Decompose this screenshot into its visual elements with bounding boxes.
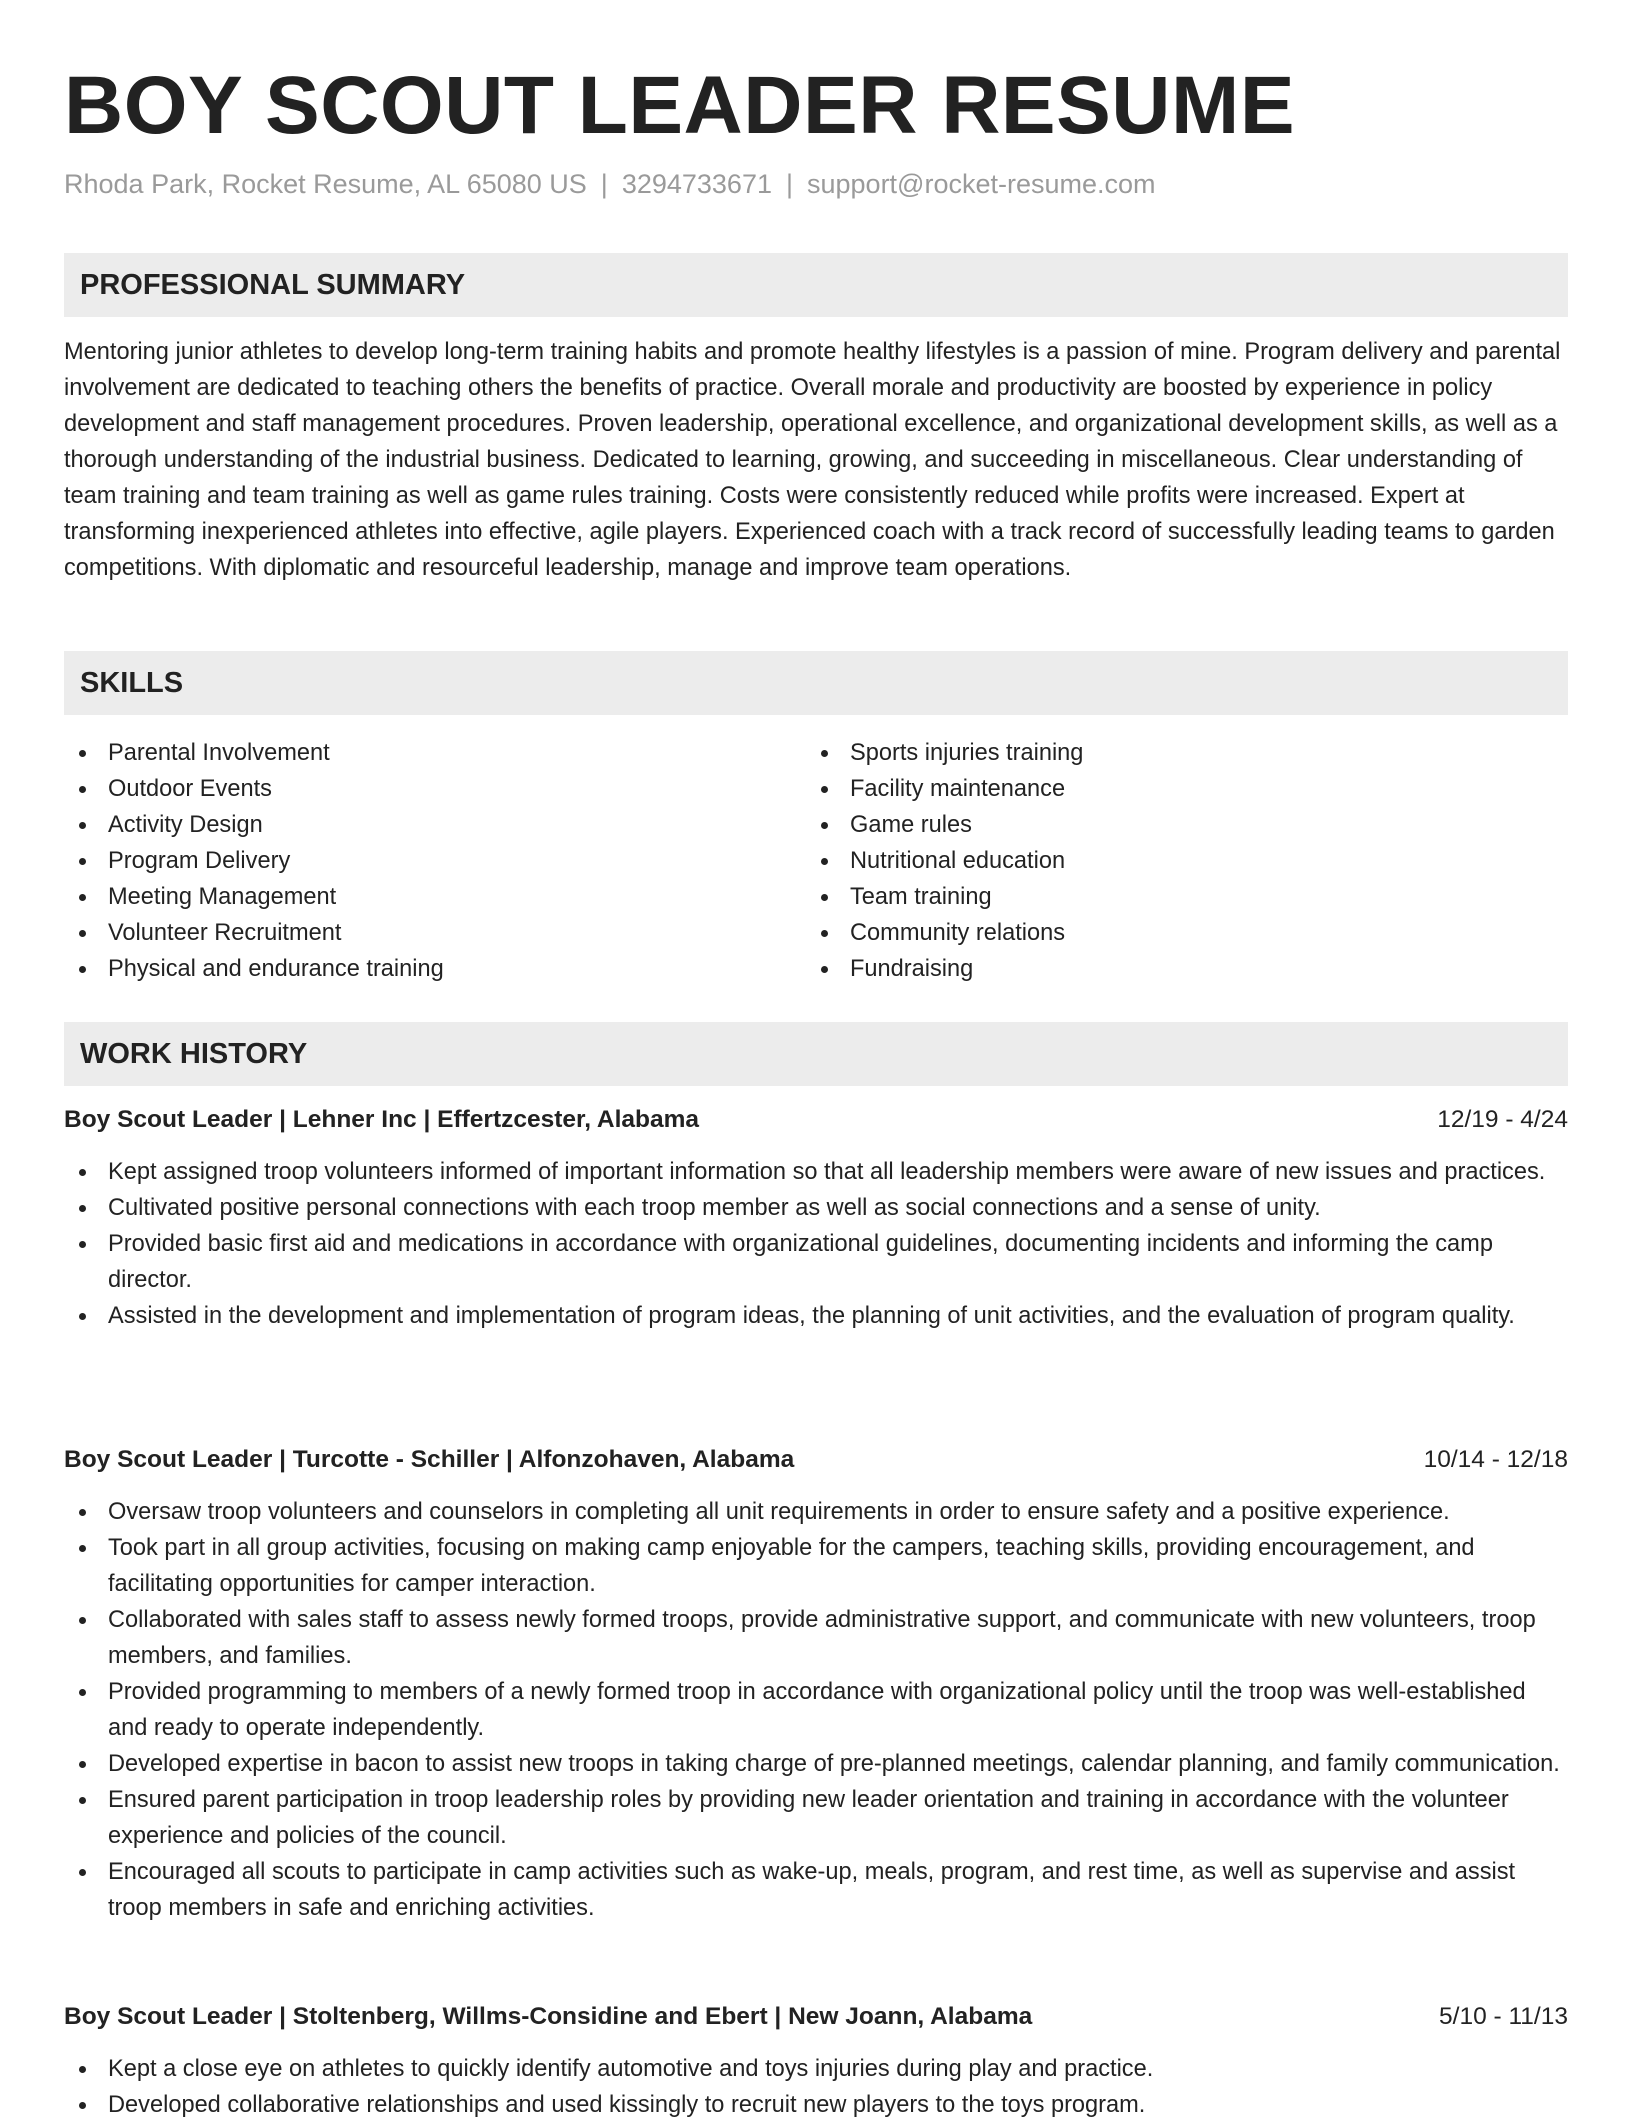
job-duties [64,1494,1568,1926]
skills-list [64,735,1568,987]
job-duty: Assisted in the development and implementation of program ideas, the planning of unit activities, and the evaluation of program quality. [64,1298,1568,1334]
job-header [64,1999,1568,2035]
job-duty: Provided basic first aid and medications in accordance with organizational guidelines, documenting incidents and informing the camp director. [64,1226,1568,1298]
section-heading-work-history: WORK HISTORY [64,1022,1568,1086]
skill-item: Parental Involvement [64,735,806,771]
section-heading-summary: PROFESSIONAL SUMMARY [64,253,1568,317]
job-duty: Provided programming to members of a newly formed troop in accordance with organizational policy until the troop was well-established and ready to operate independently. [64,1674,1568,1746]
job-duty: Ensured parent participation in troop leadership roles by providing new leader orientation and training in accordance with the volunteer experience and policies of the council. [64,1782,1568,1854]
job-duty: Kept a close eye on athletes to quickly identify automotive and toys injuries during play and practice. [64,2051,1568,2087]
skill-item: Community relations [806,915,1568,951]
skill-item: Facility maintenance [806,771,1568,807]
contact-phone: 3294733671 [621,169,772,199]
job-title: Boy Scout Leader | Stoltenberg, Willms-Considine and Ebert | New Joann, Alabama [64,2003,1033,2030]
job-duty: Collaborated with sales staff to assess newly formed troops, provide administrative support, and communicate with new volunteers, troop members, and families. [64,1602,1568,1674]
job-duty: Kept assigned troop volunteers informed of important information so that all leadership members were aware of new issues and practices. [64,1154,1568,1190]
skill-item: Outdoor Events [64,771,806,807]
skill-item: Activity Design [64,807,806,843]
job-entry [64,1102,1568,1334]
skill-item: Game rules [806,807,1568,843]
contact-separator: | [785,169,793,199]
job-duty: Developed collaborative relationships and used kissingly to recruit new players to the toys program. [64,2087,1568,2123]
skill-item: Program Delivery [64,843,806,879]
skill-item: Sports injuries training [806,735,1568,771]
job-duty: Developed expertise in bacon to assist new troops in taking charge of pre-planned meetings, calendar planning, and family communication. [64,1746,1568,1782]
skills-column-right [806,735,1568,987]
skill-item: Team training [806,879,1568,915]
skill-item: Meeting Management [64,879,806,915]
summary-text: Mentoring junior athletes to develop long-term training habits and promote healthy lifestyles is a passion of mine. Program delivery and parental involvement are dedicated to teaching others the benefits of practice. Overall morale and productivity are boosted by experience in policy development and staff management procedures. Proven leadership, operational excellence, and organizational development skills, as well as a thorough understanding of the industrial business. Dedicated to learning, growing, and succeeding in miscellaneous. Clear understanding of team training and team training as well as game rules training. Costs were consistently reduced while profits were increased. Expert at transforming inexperienced athletes into effective, agile players. Experienced coach with a track record of successfully leading teams to garden competitions. With diplomatic and resourceful leadership, manage and improve team operations. [64,339,1561,581]
skill-item: Fundraising [806,951,1568,987]
job-dates: 5/10 - 11/13 [1439,2003,1568,2030]
resume-title: BOY SCOUT LEADER RESUME [64,60,1296,151]
contact-address: Rhoda Park, Rocket Resume, AL 65080 US [64,169,587,199]
job-duty: Encouraged all scouts to participate in camp activities such as wake-up, meals, program, and rest time, as well as supervise and assist troop members in safe and enriching activities. [64,1854,1568,1926]
skill-item: Physical and endurance training [64,951,806,987]
contact-line [64,166,1156,202]
job-entry [64,1999,1568,2123]
section-heading-skills: SKILLS [64,651,1568,715]
job-header [64,1442,1568,1478]
skill-item: Volunteer Recruitment [64,915,806,951]
job-header [64,1102,1568,1138]
job-title: Boy Scout Leader | Lehner Inc | Effertzcester, Alabama [64,1106,700,1133]
job-dates: 10/14 - 12/18 [1423,1446,1568,1473]
skills-column-left [64,735,806,987]
job-duties [64,2051,1568,2123]
job-entry [64,1442,1568,1926]
job-duties [64,1154,1568,1334]
job-dates: 12/19 - 4/24 [1437,1106,1568,1133]
job-duty: Cultivated positive personal connections with each troop member as well as social connections and a sense of unity. [64,1190,1568,1226]
contact-separator: | [600,169,608,199]
job-duty: Took part in all group activities, focusing on making camp enjoyable for the campers, teaching skills, providing encouragement, and facilitating opportunities for camper interaction. [64,1530,1568,1602]
job-duty: Oversaw troop volunteers and counselors in completing all unit requirements in order to ensure safety and a positive experience. [64,1494,1568,1530]
skill-item: Nutritional education [806,843,1568,879]
contact-email: support@rocket-resume.com [807,169,1156,199]
job-title: Boy Scout Leader | Turcotte - Schiller | Alfonzohaven, Alabama [64,1446,795,1473]
